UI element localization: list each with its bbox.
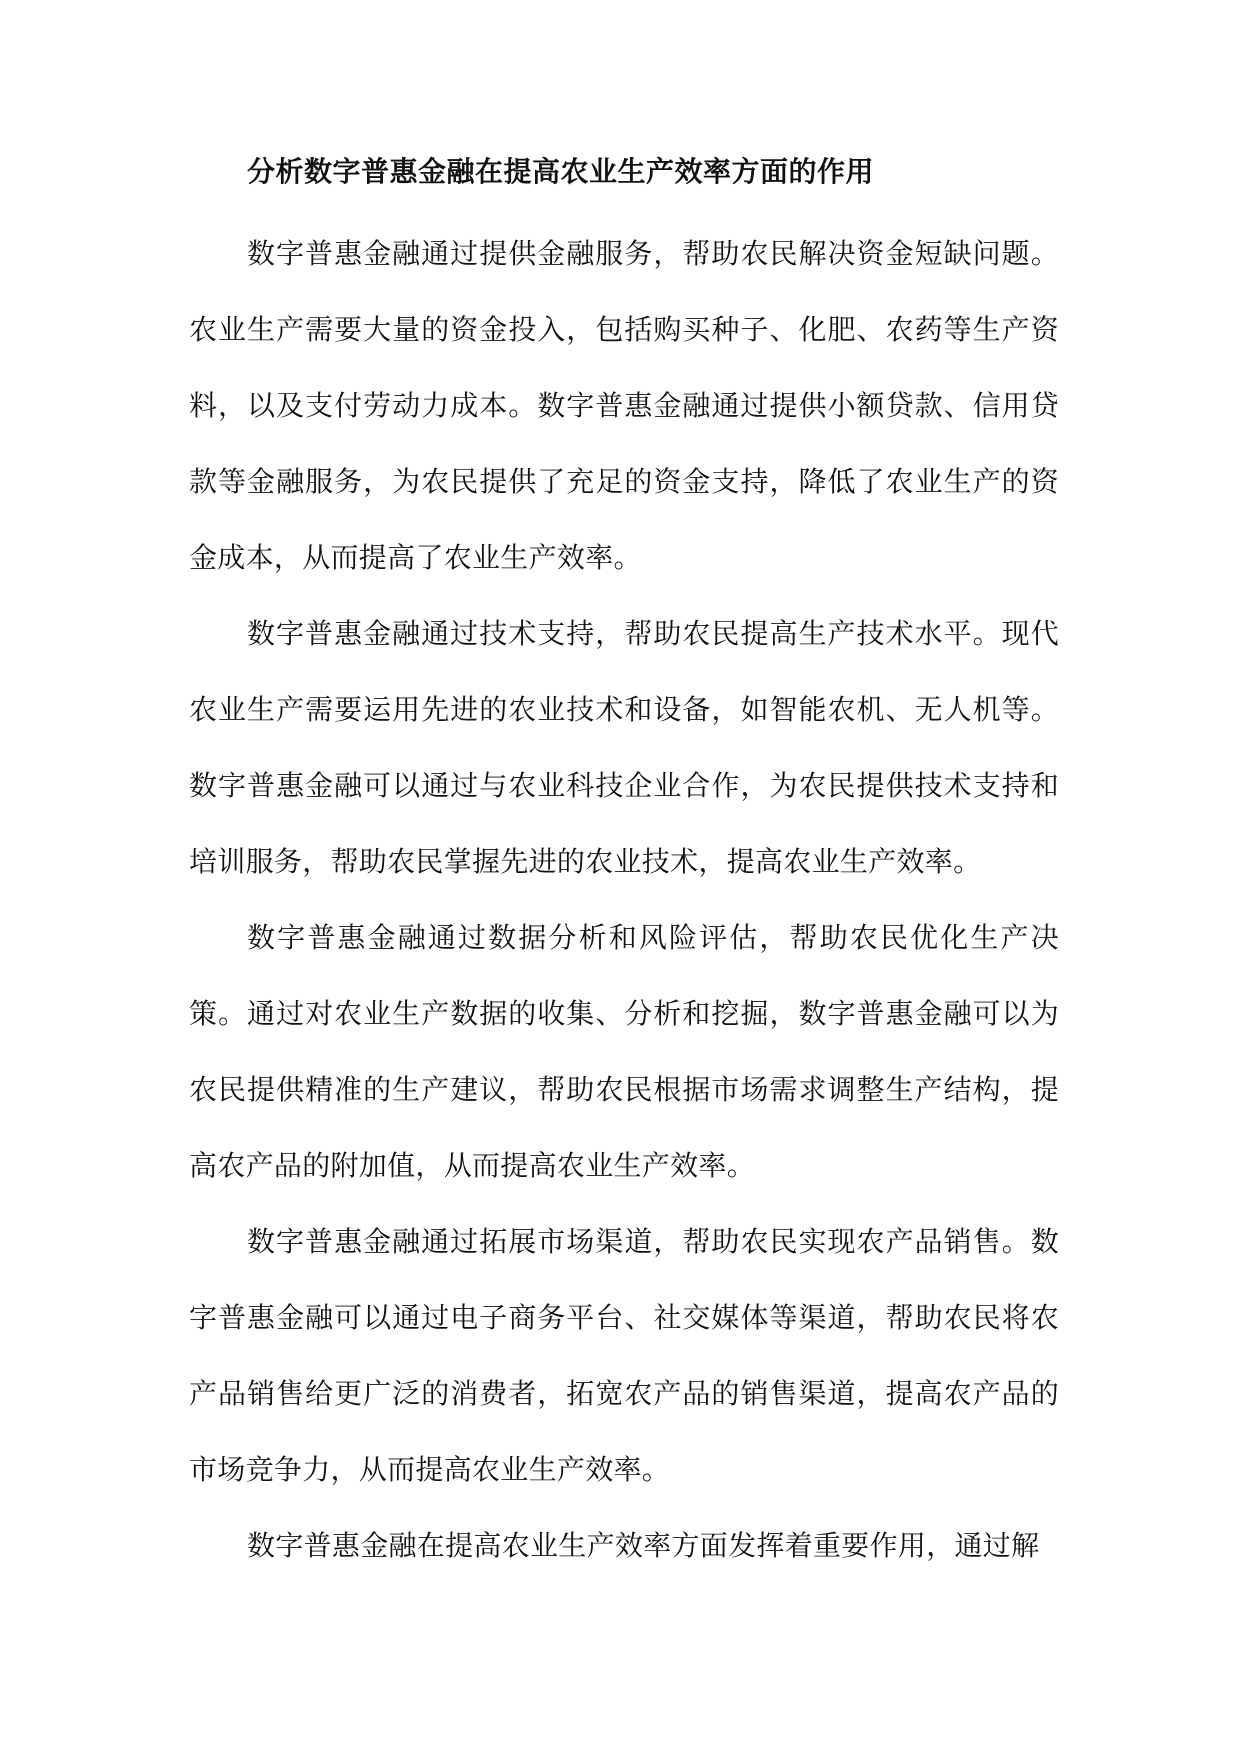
document-body [189, 140, 1059, 1584]
paragraph-technology: 数字普惠金融通过技术支持，帮助农民提高生产技术水平。现代农业生产需要运用先进的农业技术和设备，如智能农机、无人机等。数字普惠金融可以通过与农业科技企业合作，为农民提供技术支持和培训服务，帮助农民掌握先进的农业技术，提高农业生产效率。 [189, 617, 1059, 878]
paragraph-conclusion: 数字普惠金融在提高农业生产效率方面发挥着重要作用，通过解 [247, 1529, 1040, 1562]
paragraph-market-channels: 数字普惠金融通过拓展市场渠道，帮助农民实现农产品销售。数字普惠金融可以通过电子商务平台、社交媒体等渠道，帮助农民将农产品销售给更广泛的消费者，拓宽农产品的销售渠道，提高农产品的市场竞争力，从而提高农业生产效率。 [189, 1225, 1059, 1486]
document-title: 分析数字普惠金融在提高农业生产效率方面的作用 [247, 155, 875, 188]
paragraph-funding: 数字普惠金融通过提供金融服务，帮助农民解决资金短缺问题。农业生产需要大量的资金投入，包括购买种子、化肥、农药等生产资料，以及支付劳动力成本。数字普惠金融通过提供小额贷款、信用贷款等金融服务，为农民提供了充足的资金支持，降低了农业生产的资金成本，从而提高了农业生产效率。 [189, 237, 1059, 574]
paragraph-data-analysis: 数字普惠金融通过数据分析和风险评估，帮助农民优化生产决策。通过对农业生产数据的收集、分析和挖掘，数字普惠金融可以为农民提供精准的生产建议，帮助农民根据市场需求调整生产结构，提高农产品的附加值，从而提高农业生产效率。 [189, 921, 1059, 1182]
